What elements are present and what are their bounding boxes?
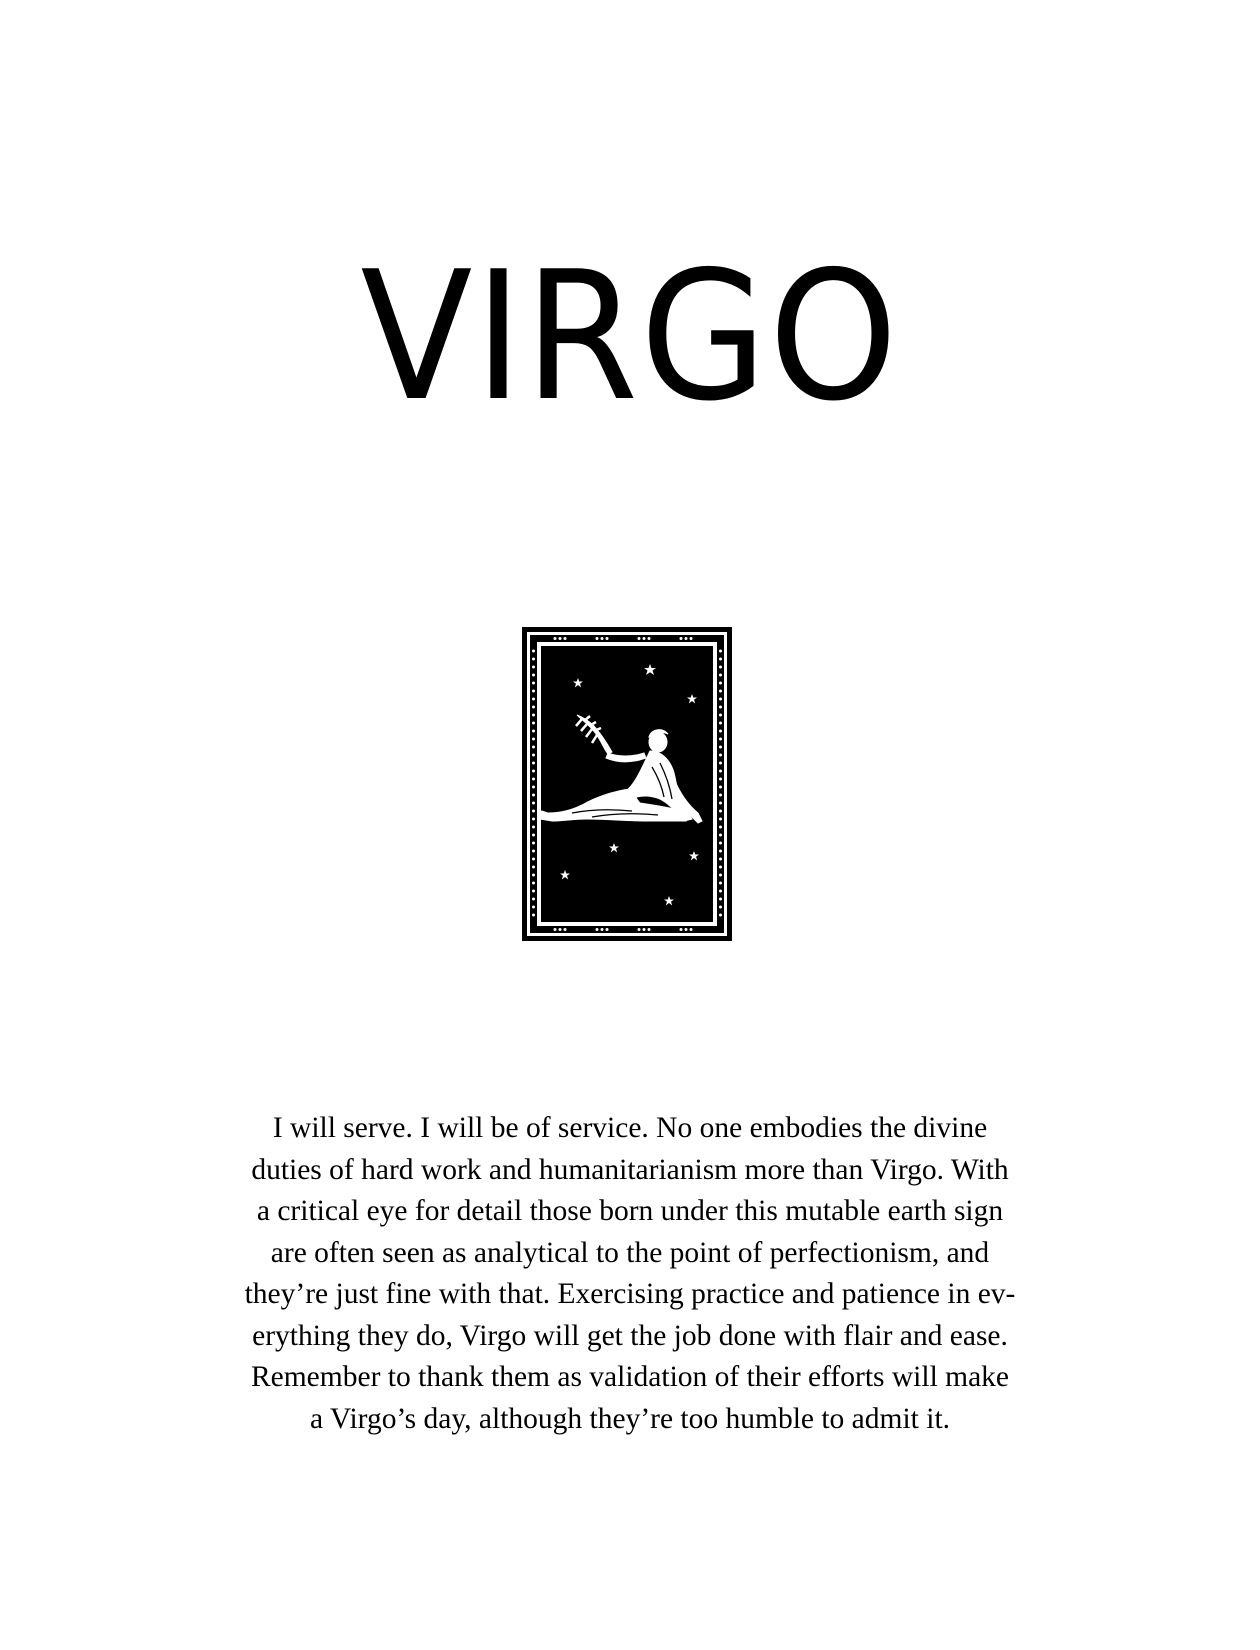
- body-line: are often seen as analytical to the point of perfectionism, and: [270, 1236, 990, 1269]
- frame-dot: [532, 762, 535, 765]
- frame-dot: [719, 818, 722, 821]
- frame-dot: [719, 658, 722, 661]
- frame-dot: [638, 637, 641, 640]
- frame-dot: [719, 738, 722, 741]
- frame-dot: [719, 866, 722, 869]
- frame-dot: [596, 928, 599, 931]
- frame-dot: [638, 928, 641, 931]
- frame-dot: [532, 882, 535, 885]
- frame-dot: [719, 754, 722, 757]
- frame-dot: [719, 826, 722, 829]
- frame-dot: [719, 762, 722, 765]
- frame-dot: [648, 637, 651, 640]
- frame-dot: [532, 794, 535, 797]
- frame-dot: [564, 928, 567, 931]
- frame-dot: [719, 850, 722, 853]
- frame-dot: [532, 874, 535, 877]
- frame-dot: [532, 738, 535, 741]
- frame-dot: [532, 698, 535, 701]
- frame-dot: [532, 890, 535, 893]
- virgo-framed-icon: [522, 627, 732, 941]
- frame-dot: [719, 794, 722, 797]
- body-line: a critical eye for detail those born under this mutable earth sign: [256, 1195, 1004, 1227]
- virgo-maiden-illustration: [522, 627, 732, 941]
- frame-dot: [532, 818, 535, 821]
- body-line: duties of hard work and humanitarianism more than Virgo. With: [251, 1153, 1009, 1186]
- frame-dot: [680, 928, 683, 931]
- frame-dot: [719, 730, 722, 733]
- frame-dot: [690, 928, 693, 931]
- frame-dot: [532, 690, 535, 693]
- frame-dot: [719, 714, 722, 717]
- frame-dot: [719, 650, 722, 653]
- frame-dot: [719, 858, 722, 861]
- frame-dot: [719, 906, 722, 909]
- frame-dot: [719, 682, 722, 685]
- frame-dot: [564, 637, 567, 640]
- frame-dot: [532, 850, 535, 853]
- frame-dot: [554, 637, 557, 640]
- frame-dot: [532, 826, 535, 829]
- frame-dot: [532, 906, 535, 909]
- frame-dot: [532, 834, 535, 837]
- frame-dot: [559, 637, 562, 640]
- frame-dot: [719, 810, 722, 813]
- body-line: I will serve. I will be of service. No one embodies the divine: [272, 1112, 988, 1144]
- frame-dot: [532, 914, 535, 917]
- frame-dot: [532, 658, 535, 661]
- frame-dot: [719, 722, 722, 725]
- frame-dot: [690, 637, 693, 640]
- frame-dot: [532, 722, 535, 725]
- frame-dot: [532, 666, 535, 669]
- frame-dot: [532, 674, 535, 677]
- page-title: VIRGO: [360, 233, 900, 440]
- frame-dot: [719, 666, 722, 669]
- frame-dot: [685, 637, 688, 640]
- frame-dot: [606, 928, 609, 931]
- frame-dot: [532, 810, 535, 813]
- frame-dot: [719, 842, 722, 845]
- frame-dot: [719, 874, 722, 877]
- frame-dot: [601, 637, 604, 640]
- frame-dot: [719, 746, 722, 749]
- frame-dot: [532, 866, 535, 869]
- frame-dot: [532, 858, 535, 861]
- frame-dot: [532, 770, 535, 773]
- frame-dot: [643, 637, 646, 640]
- frame-dot: [643, 928, 646, 931]
- frame-dot: [719, 914, 722, 917]
- frame-dot: [559, 928, 562, 931]
- frame-dot: [719, 890, 722, 893]
- frame-dot: [532, 802, 535, 805]
- frame-dot: [719, 698, 722, 701]
- frame-dot: [532, 898, 535, 901]
- body-line: they’re just fine with that. Exercising practice and patience in ev-: [244, 1278, 1016, 1310]
- frame-dot: [532, 682, 535, 685]
- frame-dot: [719, 674, 722, 677]
- body-paragraph: [150, 1108, 1110, 1440]
- body-line: erything they do, Virgo will get the job done with flair and ease.: [252, 1319, 1008, 1352]
- frame-dot: [719, 690, 722, 693]
- frame-dot: [532, 714, 535, 717]
- frame-dot: [719, 834, 722, 837]
- frame-dot: [532, 778, 535, 781]
- body-line: Remember to thank them as validation of their efforts will make: [250, 1361, 1010, 1393]
- frame-dot: [532, 786, 535, 789]
- frame-dot: [680, 637, 683, 640]
- frame-dot: [719, 882, 722, 885]
- frame-dot: [719, 778, 722, 781]
- frame-dot: [596, 637, 599, 640]
- frame-dot: [532, 706, 535, 709]
- frame-dot: [532, 650, 535, 653]
- frame-dot: [554, 928, 557, 931]
- frame-dot: [719, 786, 722, 789]
- frame-dot: [532, 746, 535, 749]
- frame-dot: [719, 898, 722, 901]
- frame-dot: [719, 706, 722, 709]
- body-line: a Virgo’s day, although they’re too humble to admit it.: [309, 1402, 951, 1435]
- frame-dot: [601, 928, 604, 931]
- frame-dot: [719, 802, 722, 805]
- frame-dot: [648, 928, 651, 931]
- frame-dot: [685, 928, 688, 931]
- frame-dot: [606, 637, 609, 640]
- frame-dot: [532, 754, 535, 757]
- frame-dot: [719, 770, 722, 773]
- frame-dot: [532, 842, 535, 845]
- frame-dot: [532, 730, 535, 733]
